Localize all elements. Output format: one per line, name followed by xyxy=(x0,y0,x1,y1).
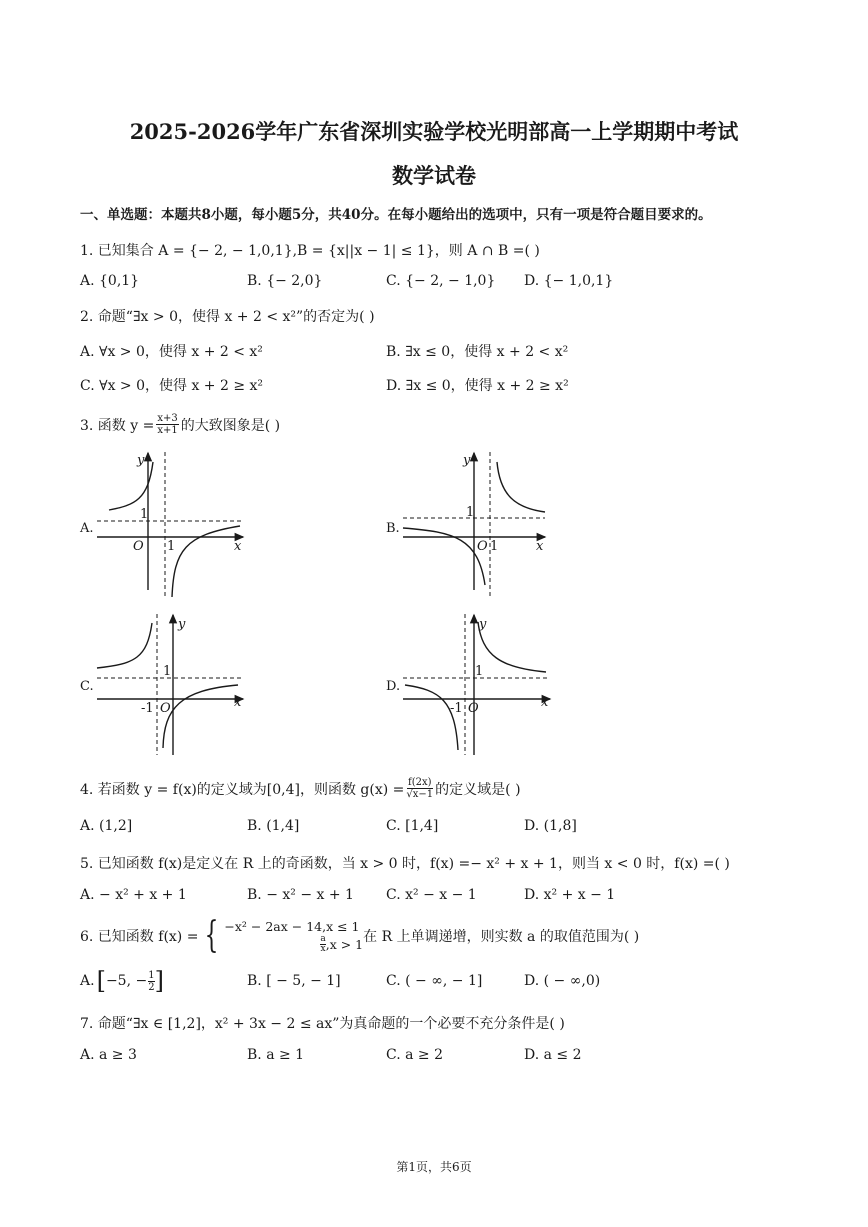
graph-d-curve-right xyxy=(478,622,546,672)
graph-d-curve-left xyxy=(405,685,458,750)
q6-option-a-rbracket: ] xyxy=(154,967,164,995)
graph-b-curve-right xyxy=(497,462,545,512)
q5-option-b: B. − x² − x + 1 xyxy=(247,887,354,903)
graph-d-option-label: D. xyxy=(386,679,401,694)
graph-c-origin-label: O xyxy=(160,701,171,716)
question-7: 7. 命题“∃x ∈ [1,2]，x² + 3x − 2 ≤ ax”为真命题的一个必要不充分条件是( ) xyxy=(80,1016,565,1032)
q7-option-c: C. a ≥ 2 xyxy=(386,1047,443,1063)
q2-option-b: B. ∃x ≤ 0，使得 x + 2 < x² xyxy=(386,344,569,360)
graph-a xyxy=(97,452,243,597)
title-line-1: 2025-2026学年广东省深圳实验学校光明部高一上学期期中考试 xyxy=(129,119,739,144)
q5-option-a: A. − x² + x + 1 xyxy=(80,887,187,903)
graph-c-y-label: y xyxy=(178,617,186,632)
q6-piece-2 xyxy=(224,935,363,954)
q1-option-a: A. {0,1} xyxy=(80,273,140,289)
q6-option-a-lbracket: [ xyxy=(96,967,106,995)
graph-a-one-y: 1 xyxy=(140,507,149,522)
graph-a-y-label: y xyxy=(137,453,145,468)
graph-a-one-x: 1 xyxy=(167,539,176,554)
q6-option-a-num: 1 xyxy=(148,969,155,981)
q6-stem-suffix: 在 R 上单调递增，则实数 a 的取值范围为( ) xyxy=(363,929,640,945)
graph-c-one-y: 1 xyxy=(163,664,172,679)
q3-fraction xyxy=(156,413,178,436)
question-1: 1. 已知集合 A = {− 2, − 1,0,1},B = {x||x − 1| ≤ 1}，则 A ∩ B =( ) xyxy=(80,243,540,259)
q3-frac-den: x+1 xyxy=(157,425,178,436)
graph-b-one-x: 1 xyxy=(490,539,499,554)
graph-a-curve-left xyxy=(109,462,153,510)
q1-option-b: B. {− 2,0} xyxy=(247,273,323,289)
title-line-2: 数学试卷 xyxy=(392,163,476,188)
q6-piece-2-num: a xyxy=(320,934,326,944)
question-6 xyxy=(80,915,639,957)
q6-piece-2-rest: ,x > 1 xyxy=(325,937,364,952)
q4-stem-prefix: 4. 若函数 y = f(x)的定义域为[0,4]，则函数 g(x) = xyxy=(80,781,405,798)
graph-a-option-label: A. xyxy=(80,521,94,536)
q7-option-b: B. a ≥ 1 xyxy=(247,1047,305,1063)
q4-stem-suffix: 的定义域是( ) xyxy=(435,781,521,798)
question-3 xyxy=(80,413,280,436)
q1-option-d: D. {− 1,0,1} xyxy=(524,273,614,289)
graph-d-one-y: 1 xyxy=(475,664,484,679)
graph-c-curve-right xyxy=(163,685,238,748)
q5-option-d: D. x² + x − 1 xyxy=(524,887,616,903)
page-footer: 第1页，共6页 xyxy=(396,1160,472,1174)
q4-frac-den: √x−1 xyxy=(406,789,434,800)
q6-option-a-prefix: A. xyxy=(80,973,95,989)
q4-fraction xyxy=(406,777,433,800)
graph-b-origin-label: O xyxy=(477,539,488,554)
graph-b-y-label: y xyxy=(463,453,471,468)
section-heading: 一、单选题：本题共8小题，每小题5分，共40分。在每小题给出的选项中，只有一项是符合题目要求的。 xyxy=(80,207,712,223)
q4-option-d: D. (1,8] xyxy=(524,818,577,834)
q4-option-c: C. [1,4] xyxy=(386,818,439,834)
q5-option-c: C. x² − x − 1 xyxy=(386,887,477,903)
graph-b-x-label: x xyxy=(536,539,544,554)
q6-option-d: D. ( − ∞,0) xyxy=(524,973,601,989)
graph-d xyxy=(403,614,550,755)
q6-option-a-inner: −5, − xyxy=(105,973,148,989)
graph-b-option-label: B. xyxy=(386,521,400,536)
graph-d-y-label: y xyxy=(479,617,487,632)
q2-option-c: C. ∀x > 0，使得 x + 2 ≥ x² xyxy=(80,378,264,394)
q2-option-d: D. ∃x ≤ 0，使得 x + 2 ≥ x² xyxy=(386,378,569,394)
q6-piecewise xyxy=(224,918,363,954)
q6-option-a xyxy=(80,967,164,995)
graph-b-one-y: 1 xyxy=(466,505,475,520)
q6-option-c: C. ( − ∞, − 1] xyxy=(386,973,483,989)
q4-option-b: B. (1,4] xyxy=(247,818,300,834)
q6-brace: { xyxy=(205,915,219,956)
graph-c-curve-left xyxy=(97,623,152,668)
q3-frac-num: x+3 xyxy=(157,413,178,424)
graph-d-neg-one-x: -1 xyxy=(450,701,463,716)
graph-c-x-label: x xyxy=(234,695,242,710)
question-5: 5. 已知函数 f(x)是定义在 R 上的奇函数，当 x > 0 时，f(x) =− x² + x + 1，则当 x < 0 时，f(x) =( ) xyxy=(80,856,730,872)
q6-stem-prefix: 6. 已知函数 f(x) = xyxy=(80,929,199,945)
graph-a-x-label: x xyxy=(234,539,242,554)
q4-frac-num: f(2x) xyxy=(408,777,432,788)
question-2: 2. 命题“∃x > 0，使得 x + 2 < x²”的否定为( ) xyxy=(80,309,375,325)
graph-d-x-label: x xyxy=(541,695,549,710)
graph-a-origin-label: O xyxy=(133,539,144,554)
graph-d-origin-label: O xyxy=(468,701,479,716)
q1-option-c: C. {− 2, − 1,0} xyxy=(386,273,496,289)
q6-piece-2-den: x xyxy=(320,944,326,954)
q6-piece-1: −x² − 2ax − 14,x ≤ 1 xyxy=(224,919,360,934)
q2-option-a: A. ∀x > 0，使得 x + 2 < x² xyxy=(80,344,263,360)
graph-c xyxy=(97,614,243,755)
q6-option-b: B. [ − 5, − 1] xyxy=(247,973,341,989)
graph-b xyxy=(403,452,545,597)
q6-option-a-den: 2 xyxy=(148,981,155,993)
graph-c-neg-one-x: -1 xyxy=(141,701,154,716)
q4-option-a: A. (1,2] xyxy=(80,818,133,834)
q3-graphs xyxy=(0,440,868,770)
q3-stem-prefix: 3. 函数 y = xyxy=(80,417,155,434)
q7-option-a: A. a ≥ 3 xyxy=(80,1047,137,1063)
question-4 xyxy=(80,777,521,800)
q7-option-d: D. a ≤ 2 xyxy=(524,1047,582,1063)
q3-stem-suffix: 的大致图象是( ) xyxy=(180,417,281,434)
graph-c-option-label: C. xyxy=(80,679,94,694)
